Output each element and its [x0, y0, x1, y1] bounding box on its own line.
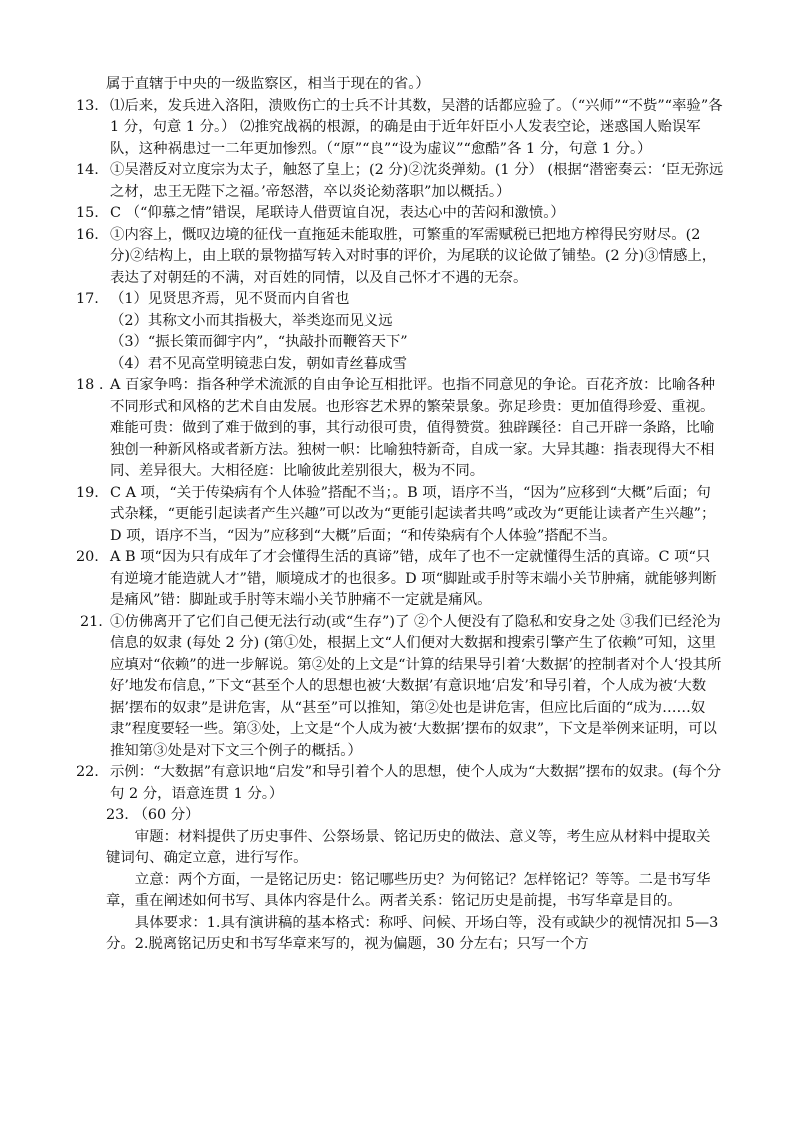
answer-text: ⑴后来，发兵进入洛阳，溃败伤亡的士兵不计其数，吴潜的话都应验了。（“兴师”“不赀”“率验”各 1 分，句意 1 分。） ⑵推究战祸的根源，的确是由于近年奸臣小人发表空论，迷惑国人贻误军队，这种祸患过一二年更加惨烈。（“原”“良”“设为虚议”“愈酷”各 1 分，句意 1 分。） — [110, 97, 723, 157]
score-label: （60 分） — [133, 807, 200, 823]
answer-text: ①仿佛离开了它们自己便无法行动(或“生存”)了 ②个人便没有了隐私和安身之处 ③我们已经沦为信息的奴隶 (每处 2 分) (第①处，根据上文“人们便对大数据和搜索引擎产生了依赖”可知，这里应填对“依赖”的进一步解说。第②处的上文是“计算的结果导引着‘大数据’的控制者对个人‘投其所好’地发布信息，”下文“甚至个人的思想也被‘大数据’有意识地‘启发’和导引着，个人成为被‘大数据’摆布的奴隶”是讲危害，从“甚至”可以推知，第②处也是讲危害，但应比后面的“成为……奴隶”程度要轻一些。第③处，上文是“个人成为被‘大数据’摆布的奴隶”，下文是举例来证明，可以推知第③处是对下文三个例子的概括。） — [110, 613, 722, 759]
answer-text: C A 项，“关于传染病有个人体验”搭配不当；。B 项，语序不当，“因为”应移到“大概”后面；句式杂糅，“更能引起读者产生兴趣”可以改为“更能引起读者共鸣”或改为“更能让读者产生兴趣”；D 项，语序不当，“因为”应移到“大概”后面；“和传染病有个人体验”搭配不当。 — [110, 484, 716, 544]
answer-14 — [76, 160, 724, 203]
answer-23 — [76, 805, 724, 956]
answer-list — [110, 289, 724, 375]
answer-18 — [76, 375, 724, 483]
answer-15 — [76, 203, 724, 225]
essay-theme: 立意：两个方面，一是铭记历史：铭记哪些历史？为何铭记？怎样铭记？等等。二是书写华章，重在阐述如何书写、具体内容是什么。两者关系：铭记历史是前提，书写华章是目的。 — [106, 871, 711, 909]
question-number: 14. — [76, 162, 99, 178]
answer-text: ①吴潜反对立度宗为太子，触怒了皇上；(2 分)②沈炎弹劾。(1 分） (根据“潜密奏云：‘臣无弥远之材，忠王无陛下之福。’帝怒潜，卒以炎论劾落职”加以概括。） — [110, 162, 724, 200]
answer-text: A 百家争鸣：指各种学术流派的自由争论互相批评。也指不同意见的争论。百花齐放：比喻各种不同形式和风格的艺术自由发展。也形容艺术界的繁荣景象。弥足珍贵：更加值得珍爱、重视。 难能可贵：做到了难于做到的事，其行动很可贵，值得赞赏。独辟蹊径：自己开辟一条路，比喻独创一种新风格或者新方法。独树一帜：比喻独特新奇，自成一家。大异其趣：指表现得大不相同、差异很大。大相径庭：比喻彼此差别很大，极为不同。 — [110, 377, 715, 479]
answer-item: （3）“振长策而御宇内”，“执敲扑而鞭笞天下” — [110, 334, 408, 350]
question-number: 19. — [76, 484, 99, 501]
question-number: 16. — [76, 226, 99, 243]
answer-20 — [76, 547, 724, 612]
answer-19 — [76, 483, 724, 548]
answer-16 — [76, 225, 724, 290]
answer-22 — [76, 762, 724, 805]
question-number: 17. — [76, 291, 99, 307]
essay-requirements: 具体要求：1.具有演讲稿的基本格式：称呼、问候、开场白等，没有或缺少的视情况扣 5—3 分。2.脱离铭记历史和书写华章来写的，视为偏题，30 分左右；只写一个方 — [106, 914, 719, 952]
line-carryover: 属于直辖于中央的一级监察区，相当于现在的省。） — [106, 76, 430, 92]
answer-text: 示例：“大数据”有意识地“启发”和导引着个人的思想，使个人成为“大数据”摆布的奴隶。(每个分句 2 分，语意连贯 1 分。） — [110, 764, 721, 802]
question-number: 13. — [76, 97, 99, 114]
question-number: 15. — [76, 205, 99, 221]
answer-23-header — [106, 805, 724, 827]
answer-text: ①内容上，慨叹边境的征伐一直拖延未能取胜，可繁重的军需赋税已把地方榨得民穷财尽。(2 分)②结构上，由上联的景物描写转入对时事的评价，为尾联的议论做了铺垫。(2 分)③情感上，表达了对朝廷的不满，对百姓的同情，以及自己怀才不遇的无奈。 — [110, 226, 717, 286]
answer-item: （4）君不见高堂明镜悲白发，朝如青丝暮成雪 — [110, 355, 407, 372]
answer-item: （1）见贤思齐焉，见不贤而内自省也 — [110, 291, 350, 307]
answer-13 — [76, 96, 724, 161]
question-number: 22. — [76, 764, 99, 780]
answer-text: A B 项“因为只有成年了才会懂得生活的真谛”错，成年了也不一定就懂得生活的真谛。C 项“只有逆境才能造就人才”错，顺境成才的也很多。D 项“脚趾或手肘等末端小关节肿痛，就能够判断是痛风”错：脚趾或手肘等末端小关节肿痛不一定就是痛风。 — [110, 549, 717, 608]
question-number: 20. — [76, 549, 99, 565]
answer-item: （2）其称文小而其指极大，举类迩而见义远 — [110, 312, 393, 329]
answer-17 — [76, 289, 724, 375]
answer-text: C （“仰慕之情”错误，尾联诗人借贾谊自况，表达心中的苦闷和激愤。） — [110, 205, 565, 221]
answer-21 — [76, 612, 724, 763]
question-number: 23. — [106, 807, 129, 823]
essay-analysis: 审题：材料提供了历史事件、公祭场景、铭记历史的做法、意义等，考生应从材料中提取关键词句、确定立意，进行写作。 — [106, 828, 711, 866]
question-number: 21. — [80, 613, 103, 630]
question-number: 18 . — [76, 377, 104, 393]
